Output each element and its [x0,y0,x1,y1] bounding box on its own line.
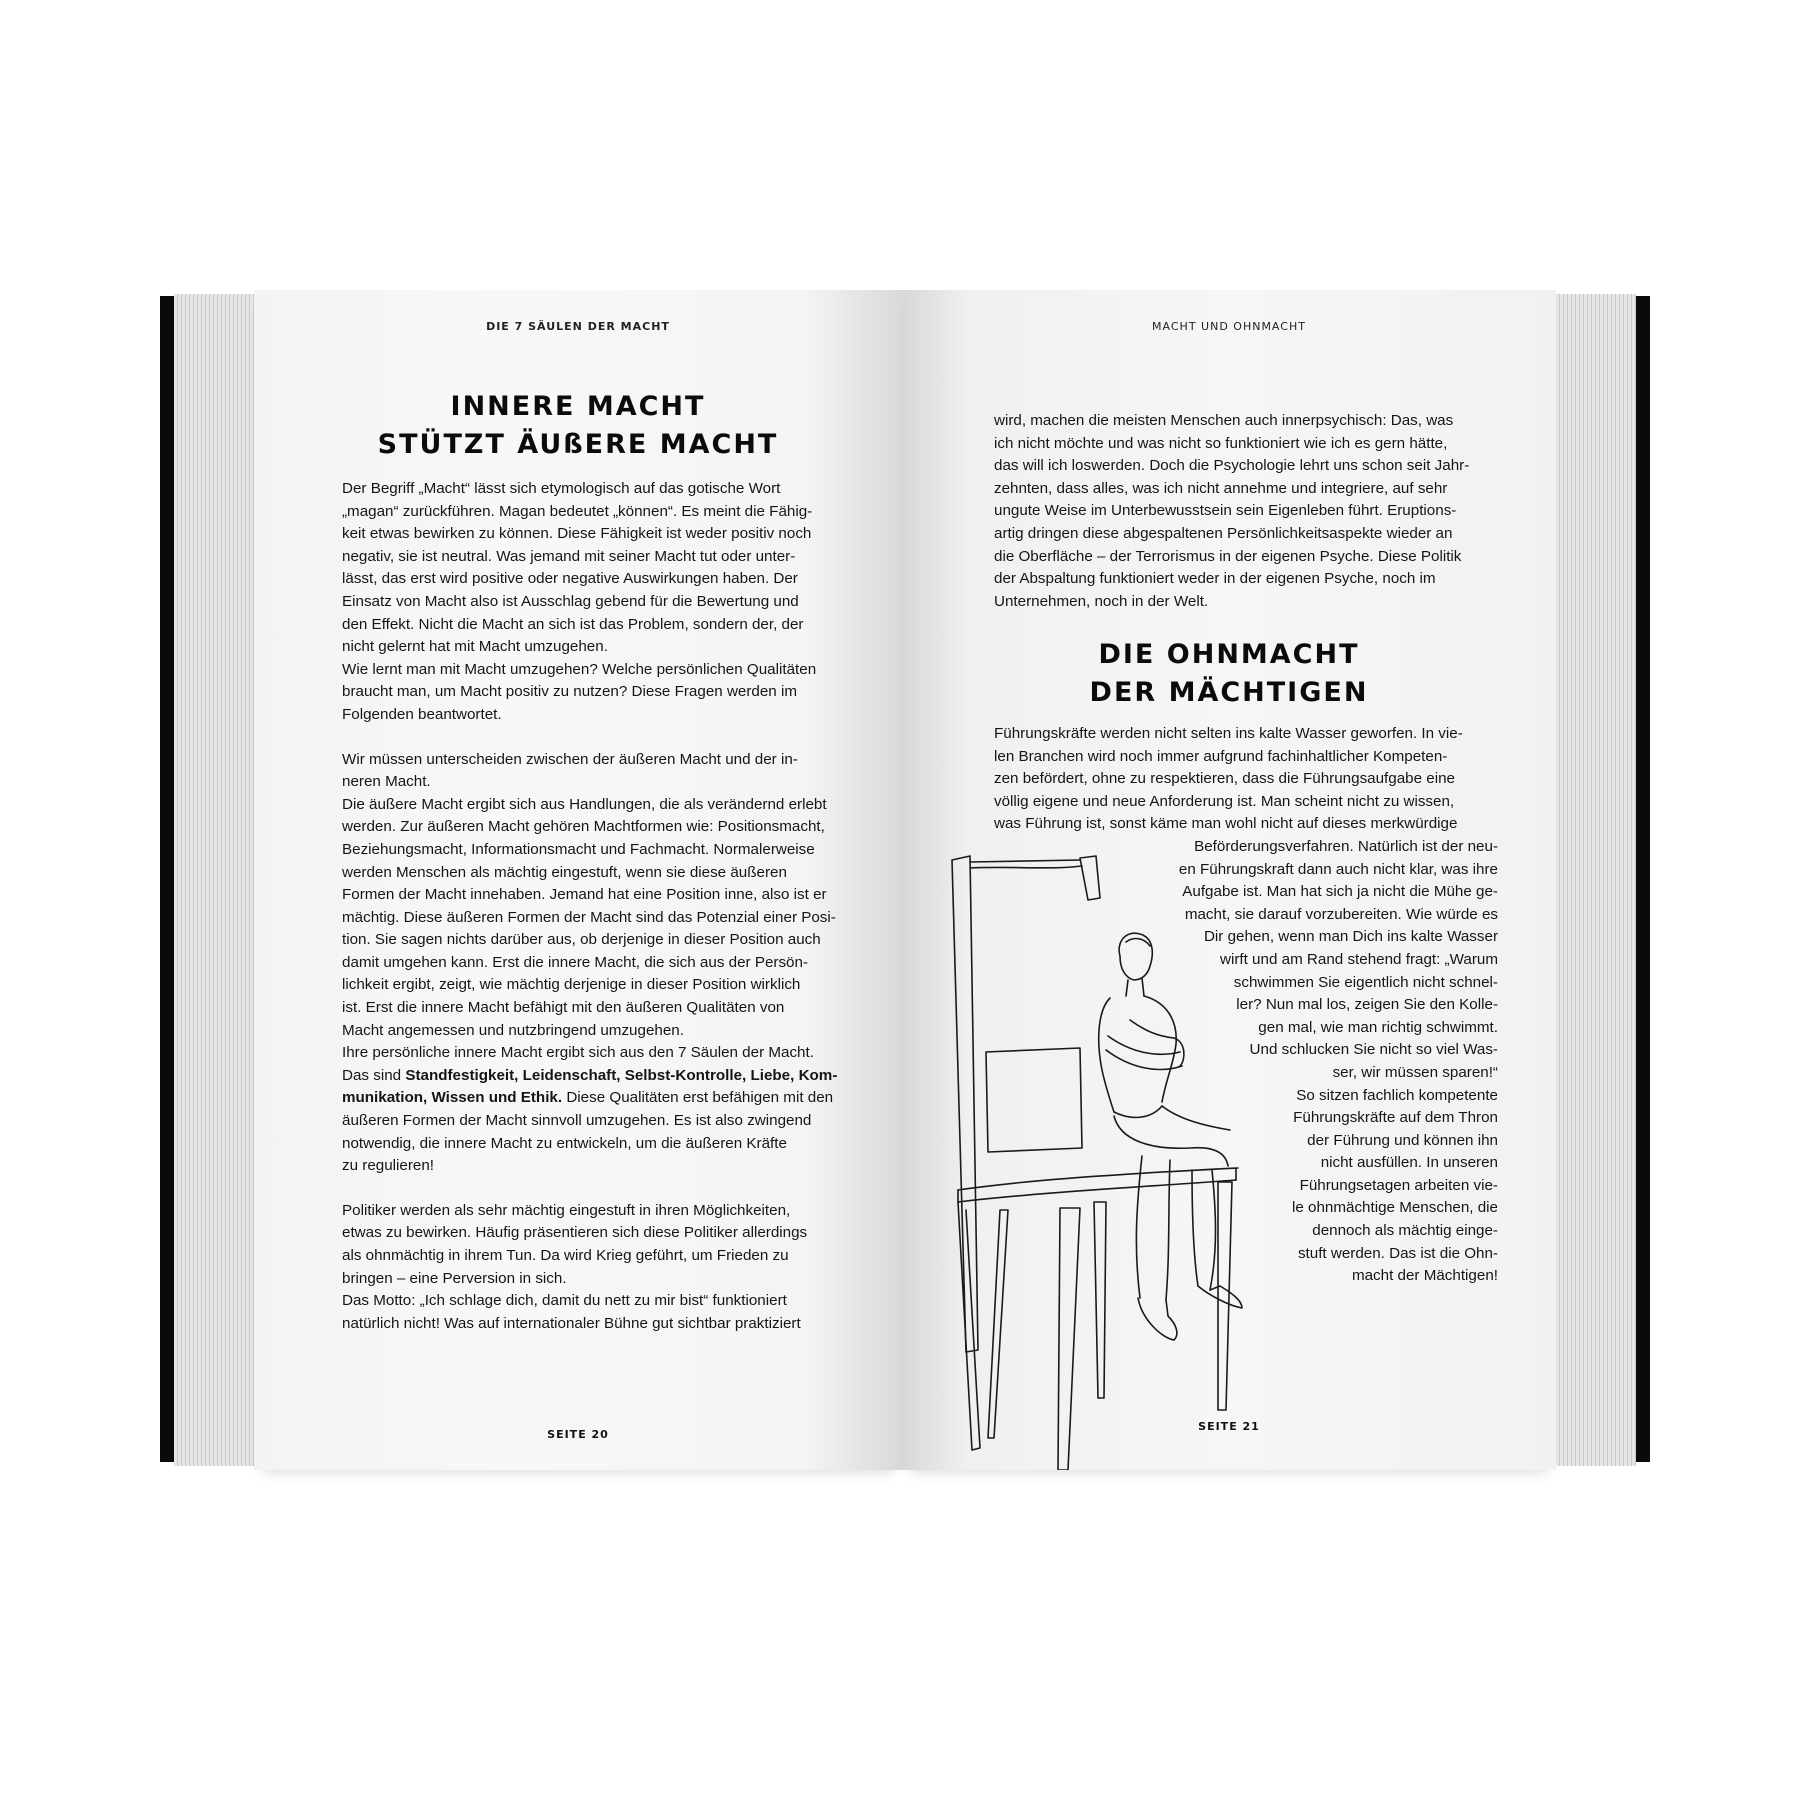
text-line: wirft und am Rand stehend fragt: „Warum [1220,950,1498,968]
text-line: Formen der Macht innehaben. Jemand hat eine Position inne, also ist er [342,886,827,904]
text-line: als ohnmächtig in ihrem Tun. Da wird Krieg geführt, um Frieden zu [342,1247,789,1264]
text-line: nicht gelernt hat mit Macht umzugehen. [342,638,608,656]
text-line: Die äußere Macht ergibt sich aus Handlungen, die als verändernd erlebt [342,795,827,813]
text-line: ich nicht möchte und was nicht so funktioniert wie ich es gern hätte, [994,434,1448,452]
bold-pillars-1: Standfestigkeit, Leidenschaft, Selbst-Kontrolle, Liebe, Kom- [405,1066,838,1084]
page-number-left: SEITE 20 [547,1428,609,1441]
text-line: Das Motto: „Ich schlage dich, damit du nett zu mir bist“ funktioniert [342,1292,787,1310]
paragraph-gap [342,1178,832,1200]
text-line: tion. Sie sagen nichts darüber aus, ob derjenige in dieser Position auch [342,931,821,949]
text-line: ser, wir müssen sparen!“ [1332,1063,1498,1081]
text-line: Führungskräfte auf dem Thron [1293,1109,1498,1127]
left-page-body [342,478,838,1335]
text-line: le ohnmächtige Menschen, die [1291,1199,1498,1217]
left-page-headline [254,388,902,464]
paragraph-gap [342,727,832,749]
right-page [902,290,1556,1470]
text-line: nicht ausfüllen. In unseren [1320,1154,1498,1172]
text-line: Ihre persönliche innere Macht ergibt sich aus den 7 Säulen der Macht. [342,1044,814,1062]
text-line: Politiker werden als sehr mächtig eingestuft in ihren Möglichkeiten, [342,1201,791,1219]
running-head-right: MACHT UND OHNMACHT [1152,320,1306,333]
man-on-throne-illustration-icon [930,830,1250,1470]
text-line: schwimmen Sie eigentlich nicht schnel- [1233,973,1498,991]
text-line: dennoch als mächtig einge- [1312,1222,1498,1240]
text-line: Einsatz von Macht also ist Ausschlag gebend für die Bewertung und [342,592,799,610]
text-line: äußeren Formen der Macht sinnvoll umzugehen. Es ist also zwingend [342,1112,812,1130]
text-line: Führungsetagen arbeiten vie- [1299,1176,1498,1194]
text-line: zehnten, dass alles, was ich nicht annehme und integriere, auf sehr [994,479,1448,497]
text-line: der Führung und können ihn [1307,1131,1498,1149]
text-line: keit etwas bewirken zu können. Diese Fähigkeit ist weder positiv noch [342,525,812,543]
text-line: zu regulieren! [342,1157,435,1175]
text-line: lichkeit ergibt, zeigt, wie mächtig derjenige in dieser Position wirklich [342,976,801,994]
text-line: Der Begriff „Macht“ lässt sich etymologisch auf das gotische Wort [342,480,781,497]
text-line: lässt, das erst wird positive oder negative Auswirkungen haben. Der [342,570,798,588]
text-span: Das sind [342,1066,406,1084]
text-line: Dir gehen, wenn man Dich ins kalte Wasser [1203,928,1498,946]
text-line: notwendig, die innere Macht zu entwickeln, um die äußeren Kräfte [342,1134,787,1152]
book-cover-right-edge [1636,296,1650,1462]
text-line-bold-para-1 [342,1065,838,1088]
text-line: völlig eigene und neue Anforderung ist. Man scheint nicht zu wissen, [994,792,1455,810]
text-line: artig dringen diese abgespaltenen Persönlichkeitsaspekte wieder an [994,524,1453,542]
page-stack-left [174,294,254,1466]
text-line: mächtig. Diese äußeren Formen der Macht sind das Potenzial einer Posi- [342,908,836,926]
text-line: werden. Zur äußeren Macht gehören Machtformen wie: Positionsmacht, [342,818,825,836]
text-line: zen befördert, ohne zu respektieren, dass die Führungsaufgabe eine [994,770,1455,788]
text-line: natürlich nicht! Was auf internationaler Bühne gut sichtbar praktiziert [342,1314,801,1332]
text-line: Führungskräfte werden nicht selten ins kalte Wasser geworfen. In vie- [994,725,1463,742]
text-line: werden Menschen als mächtig eingestuft, wenn sie diese äußeren [342,863,787,881]
page-number-right: SEITE 21 [1198,1420,1260,1433]
text-line: len Branchen wird noch immer aufgrund fachinhaltlicher Kompeten- [994,747,1448,765]
text-line: bringen – eine Perversion in sich. [342,1269,567,1287]
text-line: Wir müssen unterscheiden zwischen der äußeren Macht und der in- [342,750,798,768]
text-line: stuft werden. Das ist die Ohn- [1297,1244,1498,1262]
text-line: So sitzen fachlich kompetente [1296,1086,1498,1104]
headline-line-2: STÜTZT ÄUßERE MACHT [377,429,779,460]
text-line: Wie lernt man mit Macht umzugehen? Welche persönlichen Qualitäten [342,660,817,678]
text-line-bold-para-2 [342,1087,832,1110]
text-line: Unternehmen, noch in der Welt. [994,592,1209,610]
bold-pillars-2: munikation, Wissen und Ethik. [342,1089,563,1107]
page-stack-right [1556,294,1636,1466]
running-head-left: DIE 7 SÄULEN DER MACHT [486,320,670,333]
text-line: der Abspaltung funktioniert weder in der eigenen Psyche, noch im [994,570,1436,588]
text-line: en Führungskraft dann auch nicht klar, was ihre [1178,860,1498,878]
text-line: was Führung ist, sonst käme man wohl nicht auf dieses merkwürdige [994,815,1458,833]
text-line: wird, machen die meisten Menschen auch innerpsychisch: Das, was [994,412,1454,429]
text-line: gen mal, wie man richtig schwimmt. [1258,1018,1498,1036]
text-line: Macht angemessen und nutzbringend umzugehen. [342,1021,684,1039]
text-line: den Effekt. Nicht die Macht an sich ist das Problem, sondern der, der [342,615,804,633]
text-line: Und schlucken Sie nicht so viel Was- [1249,1041,1498,1059]
headline-line-2: DER MÄCHTIGEN [1089,677,1369,708]
headline-line-1: INNERE MACHT [450,391,706,422]
text-line: Folgenden beantwortet. [342,705,502,723]
book-cover-left-edge [160,296,174,1462]
text-line: ler? Nun mal los, zeigen Sie den Kolle- [1236,996,1498,1014]
text-line: etwas zu bewirken. Häufig präsentieren sich diese Politiker allerdings [342,1224,808,1242]
text-line: negativ, sie ist neutral. Was jemand mit seiner Macht tut oder unter- [342,547,796,565]
headline-line-1: DIE OHNMACHT [1098,639,1360,670]
text-line: ungute Weise im Unterbewusstsein sein Eigenleben führt. Eruptions- [994,502,1457,520]
right-page-headline [902,636,1556,712]
text-line: damit umgehen kann. Erst die innere Macht, die sich aus der Persön- [342,953,808,971]
text-line: „magan“ zurückführen. Magan bedeutet „können“. Es meint die Fähig- [342,502,813,520]
text-line: Aufgabe ist. Man hat sich ja nicht die Mühe ge- [1182,883,1498,901]
text-line: ist. Erst die innere Macht befähigt mit den äußeren Qualitäten von [342,999,785,1017]
text-line: die Oberfläche – der Terrorismus in der eigenen Psyche. Diese Politik [994,547,1462,565]
text-line: braucht man, um Macht positiv zu nutzen? Diese Fragen werden im [342,683,797,701]
text-span: Diese Qualitäten erst befähigen mit den [562,1089,834,1107]
text-line: macht, sie darauf vorzubereiten. Wie würde es [1184,905,1498,923]
text-line: Beförderungsverfahren. Natürlich ist der neu- [1194,837,1498,855]
text-line: das will ich loswerden. Doch die Psychologie lehrt uns schon seit Jahr- [994,457,1470,475]
text-line: Beziehungsmacht, Informationsmacht und Fachmacht. Normalerweise [342,840,815,858]
text-line: neren Macht. [342,773,431,791]
left-page [254,290,902,1470]
text-line: macht der Mächtigen! [1351,1267,1498,1285]
right-page-body-top [994,410,1498,613]
